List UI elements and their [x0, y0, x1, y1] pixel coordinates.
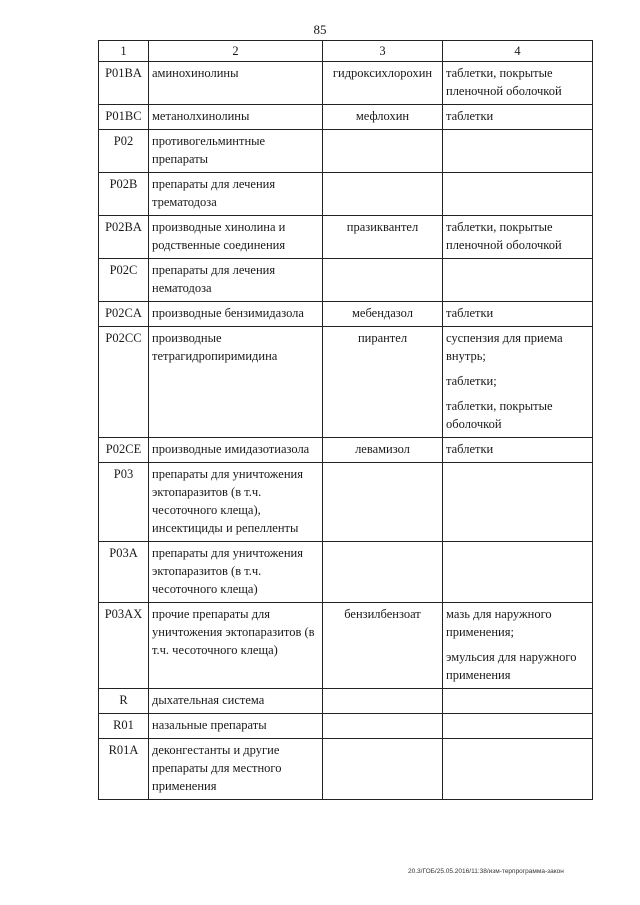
drug-name-cell: гидроксихлорохин	[323, 62, 443, 105]
group-name-cell: назальные препараты	[149, 714, 323, 739]
dosage-form-item: мазь для наружного применения;	[446, 607, 552, 639]
table-row	[99, 463, 593, 542]
atc-code-cell: P01BA	[99, 62, 149, 105]
dosage-form-item: суспензия для приема внутрь;	[446, 331, 563, 363]
table-row	[99, 542, 593, 603]
drug-name-cell	[323, 689, 443, 714]
group-name-cell: деконгестанты и другие препараты для местного применения	[149, 739, 323, 800]
atc-code-cell: P02CA	[99, 302, 149, 327]
group-name-cell: дыхательная система	[149, 689, 323, 714]
dosage-form-cell	[443, 327, 593, 438]
atc-code-cell: P03A	[99, 542, 149, 603]
atc-code-cell: R01	[99, 714, 149, 739]
atc-code-cell: P02CE	[99, 438, 149, 463]
dosage-form-item: таблетки	[446, 109, 494, 123]
table-body	[99, 62, 593, 800]
table-row	[99, 689, 593, 714]
table-row	[99, 327, 593, 438]
table-header-row	[99, 41, 593, 62]
table-row	[99, 259, 593, 302]
dosage-form-cell	[443, 739, 593, 800]
atc-code-cell: P02CC	[99, 327, 149, 438]
drug-name-cell	[323, 463, 443, 542]
table-row	[99, 438, 593, 463]
atc-code-cell: P02BA	[99, 216, 149, 259]
dosage-form-cell	[443, 302, 593, 327]
table-row	[99, 62, 593, 105]
footer-stamp: 20.3/ГОБ/25.05.2016/11:38/изм-терпрограмма-закон	[408, 868, 564, 875]
drug-name-cell	[323, 542, 443, 603]
atc-code-cell: P02	[99, 130, 149, 173]
dosage-form-cell	[443, 130, 593, 173]
dosage-form-cell	[443, 463, 593, 542]
group-name-cell: препараты для лечения трематодоза	[149, 173, 323, 216]
table-row	[99, 130, 593, 173]
page-number: 85	[313, 22, 327, 37]
dosage-form-cell	[443, 259, 593, 302]
group-name-cell: производные тетрагидропиримидина	[149, 327, 323, 438]
atc-code-cell: P01BC	[99, 105, 149, 130]
atc-code-cell: P02C	[99, 259, 149, 302]
table-row	[99, 105, 593, 130]
column-header: 1	[99, 41, 149, 62]
group-name-cell: противогельминтные препараты	[149, 130, 323, 173]
dosage-form-cell	[443, 216, 593, 259]
column-header: 2	[149, 41, 323, 62]
table-row	[99, 302, 593, 327]
table-row	[99, 714, 593, 739]
column-header: 3	[323, 41, 443, 62]
atc-code-cell: R01A	[99, 739, 149, 800]
dosage-form-item: таблетки, покрытые пленочной оболочкой	[446, 66, 562, 98]
group-name-cell: производные бензимидазола	[149, 302, 323, 327]
drug-name-cell	[323, 130, 443, 173]
drug-name-cell: пирантел	[323, 327, 443, 438]
drug-name-cell: празиквантел	[323, 216, 443, 259]
dosage-form-cell	[443, 105, 593, 130]
dosage-form-cell	[443, 603, 593, 689]
drug-name-cell: левамизол	[323, 438, 443, 463]
drug-name-cell: мебендазол	[323, 302, 443, 327]
drug-name-cell: бензилбензоат	[323, 603, 443, 689]
table-row	[99, 216, 593, 259]
atc-code-cell: P03AX	[99, 603, 149, 689]
dosage-form-cell	[443, 438, 593, 463]
dosage-form-cell	[443, 173, 593, 216]
dosage-form-cell	[443, 714, 593, 739]
group-name-cell: метанолхинолины	[149, 105, 323, 130]
drug-name-cell: мефлохин	[323, 105, 443, 130]
dosage-form-item: таблетки, покрытые пленочной оболочкой	[446, 220, 562, 252]
dosage-form-item: таблетки;	[446, 374, 497, 388]
dosage-form-item: таблетки	[446, 442, 494, 456]
drug-name-cell	[323, 173, 443, 216]
atc-code-cell: R	[99, 689, 149, 714]
drug-name-cell	[323, 714, 443, 739]
group-name-cell: препараты для уничтожения эктопаразитов (в т.ч. чесоточного клеща)	[149, 542, 323, 603]
drug-name-cell	[323, 259, 443, 302]
atc-code-cell: P02B	[99, 173, 149, 216]
group-name-cell: препараты для лечения нематодоза	[149, 259, 323, 302]
column-header: 4	[443, 41, 593, 62]
dosage-form-cell	[443, 542, 593, 603]
table-row	[99, 739, 593, 800]
atc-code-cell: P03	[99, 463, 149, 542]
dosage-form-cell	[443, 689, 593, 714]
dosage-form-item: таблетки	[446, 306, 494, 320]
dosage-form-cell	[443, 62, 593, 105]
drug-list-table	[98, 40, 593, 800]
drug-name-cell	[323, 739, 443, 800]
dosage-form-item: эмульсия для наружного применения	[446, 650, 577, 682]
group-name-cell: производные хинолина и родственные соединения	[149, 216, 323, 259]
table-row	[99, 173, 593, 216]
group-name-cell: препараты для уничтожения эктопаразитов (в т.ч. чесоточного клеща), инсектициды и репелленты	[149, 463, 323, 542]
group-name-cell: аминохинолины	[149, 62, 323, 105]
group-name-cell: прочие препараты для уничтожения эктопаразитов (в т.ч. чесоточного клеща)	[149, 603, 323, 689]
dosage-form-item: таблетки, покрытые оболочкой	[446, 399, 553, 431]
table-row	[99, 603, 593, 689]
group-name-cell: производные имидазотиазола	[149, 438, 323, 463]
